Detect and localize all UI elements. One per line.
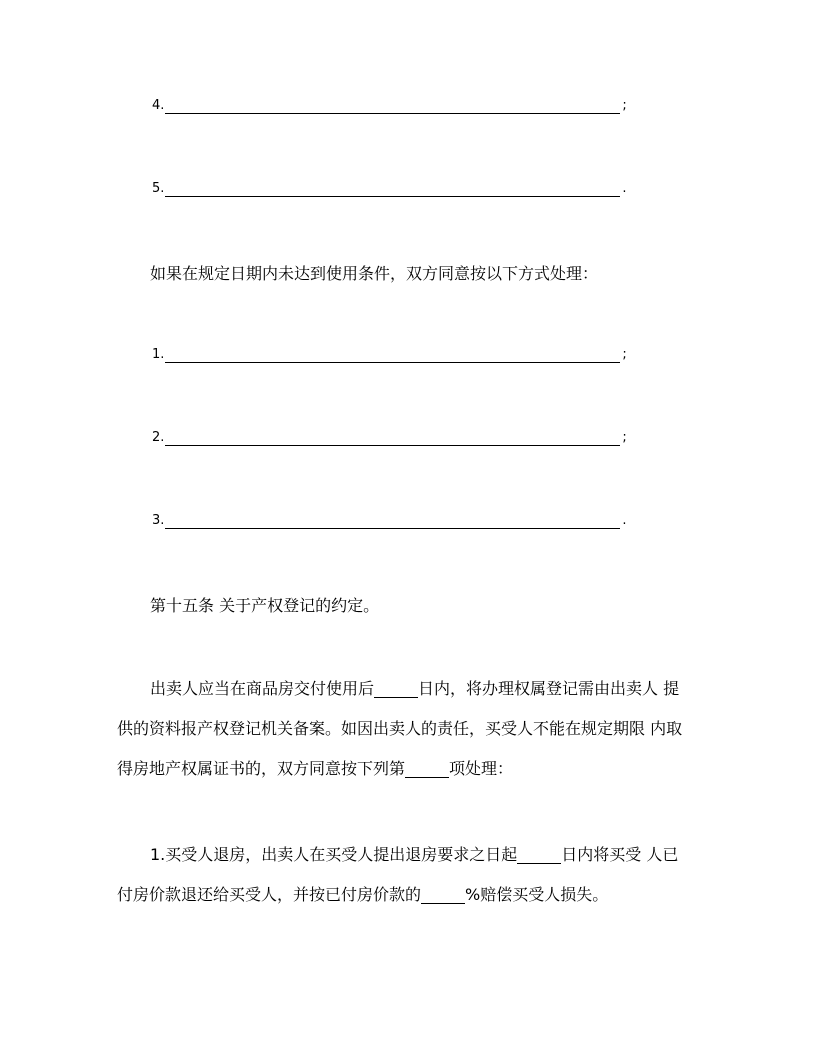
days-blank[interactable] bbox=[374, 677, 418, 698]
fill-in-blank[interactable] bbox=[165, 514, 620, 529]
item-end-mark: ; bbox=[622, 347, 627, 362]
paragraph-line bbox=[117, 749, 717, 789]
paragraph-line bbox=[117, 669, 717, 709]
text-segment: 付房价款退还给买受人，并按已付房价款的 bbox=[117, 885, 422, 904]
item-number: 1. bbox=[152, 347, 165, 362]
item-end-mark: . bbox=[622, 181, 627, 196]
paragraph-line: 供的资料报产权登记机关备案。如因出卖人的责任，买受人不能在规定期限 内取 bbox=[117, 719, 683, 738]
text-segment: 日内，将办理权属登记需由出卖人 提 bbox=[418, 679, 680, 698]
option-number-blank[interactable] bbox=[405, 757, 449, 778]
registration-paragraph bbox=[117, 669, 717, 789]
text-segment: 项处理： bbox=[449, 759, 514, 778]
fill-in-blank[interactable] bbox=[165, 182, 620, 197]
text-segment: %赔偿买受人损失。 bbox=[465, 885, 609, 904]
blank-item-3 bbox=[152, 513, 627, 529]
condition-text: 如果在规定日期内未达到使用条件，双方同意按以下方式处理： bbox=[150, 264, 599, 283]
paragraph-line bbox=[117, 875, 717, 915]
blank-item-2 bbox=[152, 430, 627, 446]
text-segment: 日内将买受 人已 bbox=[561, 845, 679, 864]
blank-item-4 bbox=[152, 98, 627, 114]
fill-in-blank[interactable] bbox=[165, 348, 620, 363]
refund-days-blank[interactable] bbox=[517, 843, 561, 864]
text-segment: 得房地产权属证书的，双方同意按下列第 bbox=[117, 759, 406, 778]
blank-item-5 bbox=[152, 181, 627, 197]
fill-in-blank[interactable] bbox=[165, 99, 620, 114]
article-heading: 第十五条 关于产权登记的约定。 bbox=[150, 596, 380, 615]
item-number: 4. bbox=[152, 98, 165, 113]
text-segment: 1.买受人退房，出卖人在买受人提出退房要求之日起 bbox=[150, 845, 518, 864]
item-number: 2. bbox=[152, 430, 165, 445]
compensation-percent-blank[interactable] bbox=[421, 883, 465, 904]
item-number: 3. bbox=[152, 513, 165, 528]
item-end-mark: . bbox=[622, 513, 627, 528]
refund-paragraph bbox=[117, 835, 717, 915]
blank-item-1 bbox=[152, 347, 627, 363]
paragraph-line bbox=[117, 835, 717, 875]
fill-in-blank[interactable] bbox=[165, 431, 620, 446]
item-number: 5. bbox=[152, 181, 165, 196]
item-end-mark: ; bbox=[622, 98, 627, 113]
text-segment: 出卖人应当在商品房交付使用后 bbox=[150, 679, 375, 698]
item-end-mark: ; bbox=[622, 430, 627, 445]
